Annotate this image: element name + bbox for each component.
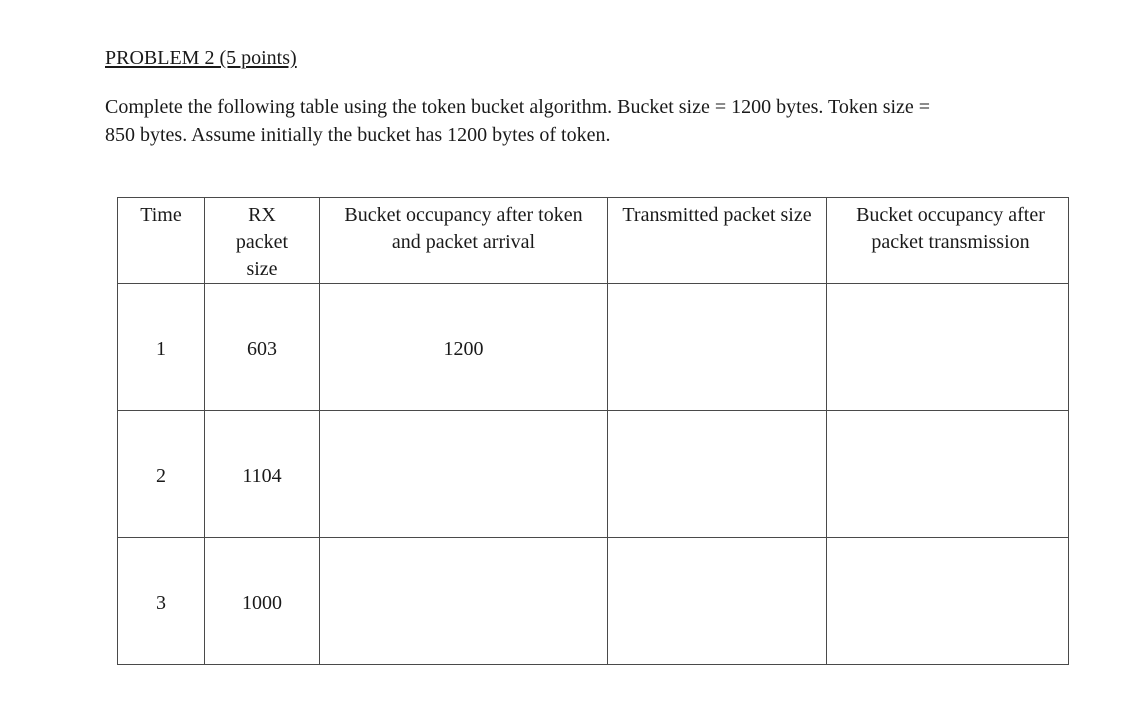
cell-rx-packet-size: 1000: [205, 538, 320, 665]
header-time: Time: [118, 198, 205, 284]
problem-statement-line-1: Complete the following table using the token bucket algorithm. Bucket size = 1200 bytes. Token size =: [105, 96, 931, 118]
cell-occupancy-after-transmission[interactable]: [827, 284, 1069, 411]
cell-transmitted-packet-size[interactable]: [608, 284, 827, 411]
cell-rx-packet-size: 1104: [205, 411, 320, 538]
cell-transmitted-packet-size[interactable]: [608, 538, 827, 665]
cell-occupancy-after-arrival[interactable]: 1200: [320, 284, 608, 411]
cell-rx-packet-size: 603: [205, 284, 320, 411]
header-bucket-occupancy-after-transmission: Bucket occupancy after packet transmission: [827, 198, 1069, 284]
token-bucket-table: [117, 197, 1069, 665]
problem-statement: [105, 93, 1065, 149]
cell-time: 1: [118, 284, 205, 411]
table-header-row: [118, 198, 1069, 284]
cell-occupancy-after-transmission[interactable]: [827, 538, 1069, 665]
problem-statement-line-2: 850 bytes. Assume initially the bucket has 1200 bytes of token.: [105, 124, 611, 146]
cell-occupancy-after-transmission[interactable]: [827, 411, 1069, 538]
cell-transmitted-packet-size[interactable]: [608, 411, 827, 538]
problem-title: PROBLEM 2 (5 points): [105, 47, 297, 69]
header-bucket-occupancy-after-arrival: Bucket occupancy after token and packet arrival: [320, 198, 608, 284]
cell-occupancy-after-arrival[interactable]: [320, 538, 608, 665]
table-row: [118, 411, 1069, 538]
cell-time: 3: [118, 538, 205, 665]
cell-occupancy-after-arrival[interactable]: [320, 411, 608, 538]
header-transmitted-packet-size: Transmitted packet size: [608, 198, 827, 284]
table-row: [118, 284, 1069, 411]
cell-time: 2: [118, 411, 205, 538]
table-row: [118, 538, 1069, 665]
header-rx-packet-size: RX packet size: [205, 198, 320, 284]
